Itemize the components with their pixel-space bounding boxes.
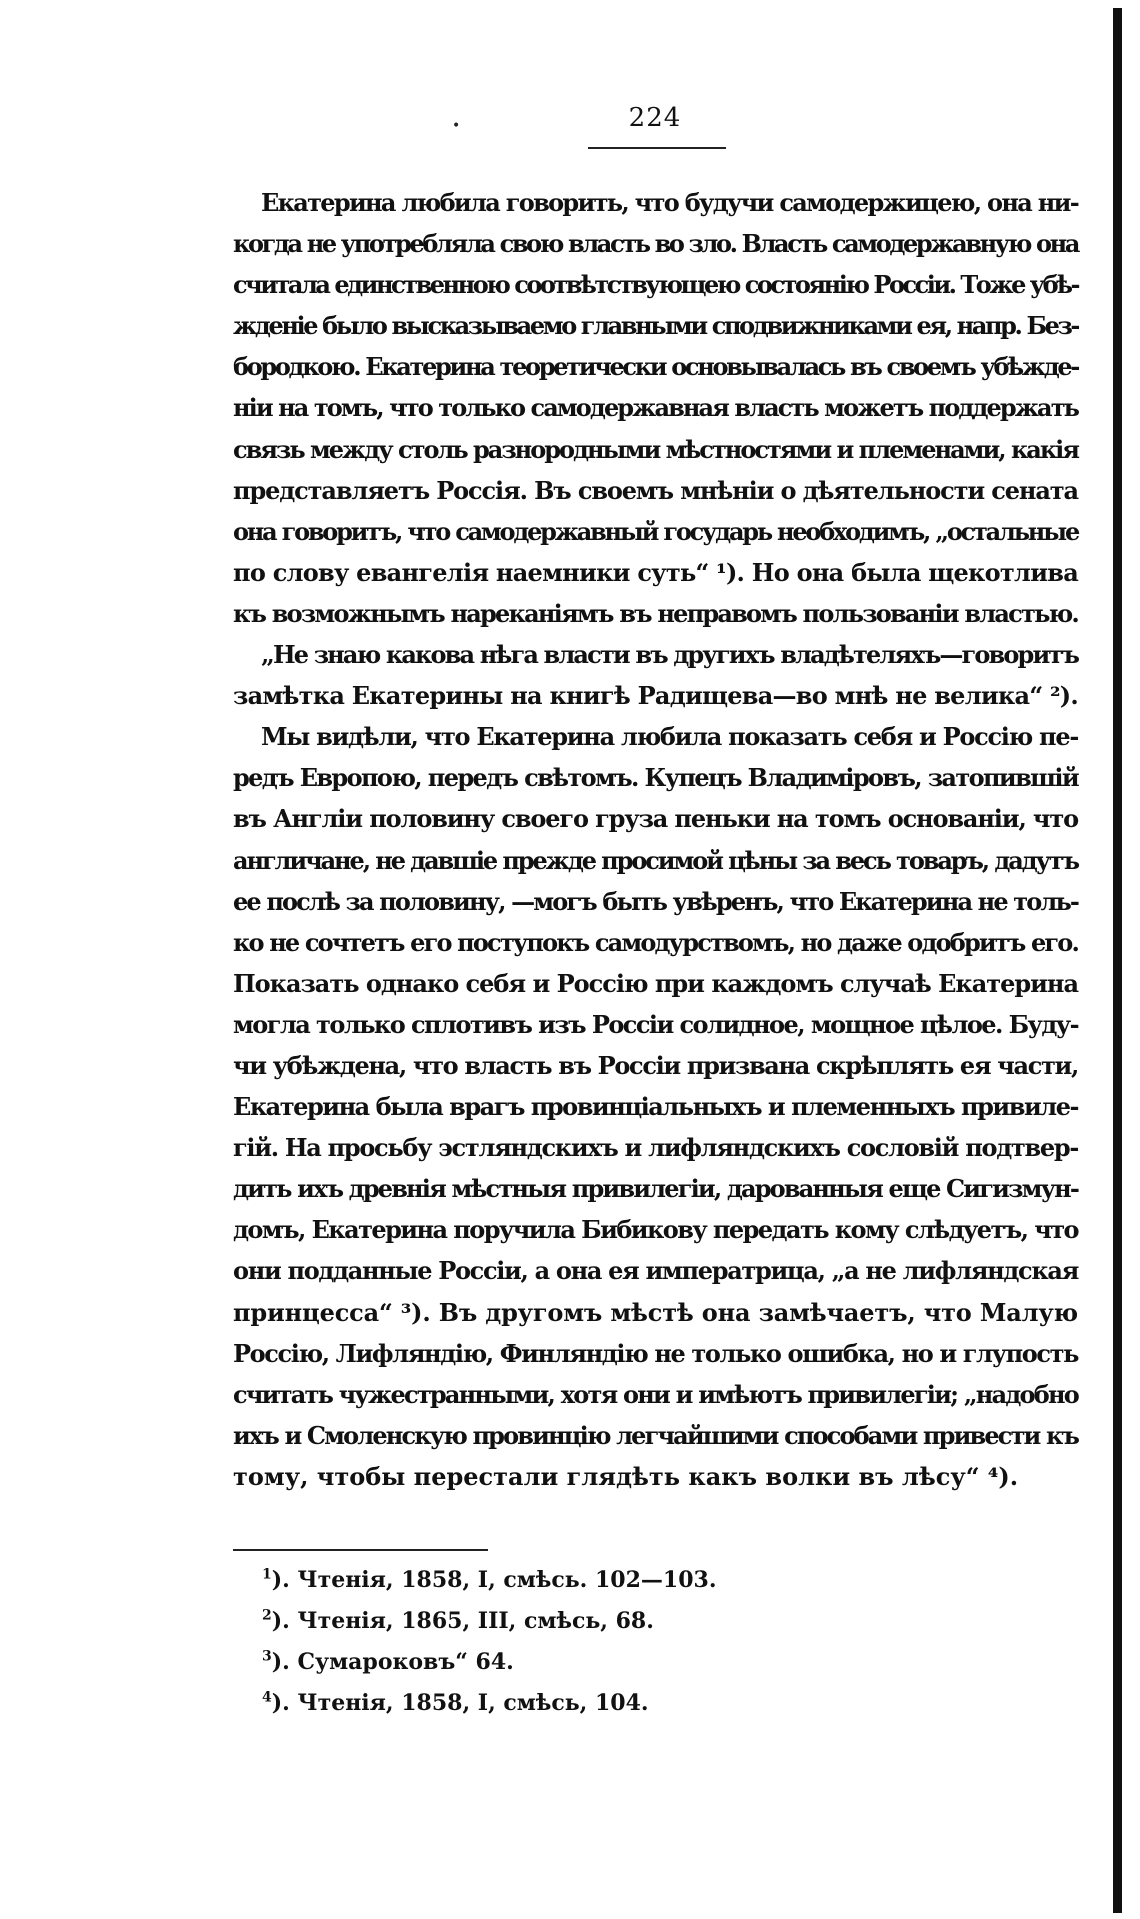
footnote-mark: 2 (262, 1607, 272, 1624)
text-line: ихъ и Смоленскую провинцію легчайшими способами привести къ (233, 1420, 1078, 1450)
text-line: по слову евангелія наемники суть“ ¹). Но она была щекотлива (233, 557, 1078, 587)
text-line: въ Англіи половину своего груза пеньки на томъ основаніи, что (233, 804, 1079, 834)
text-line: считать чужестранными, хотя они и имѣютъ привилегіи; „надобно (233, 1379, 1079, 1409)
text-line: когда не употребляла свою власть во зло. Власть самодержавную она (233, 229, 1078, 259)
text-line: связь между столь разнородными мѣстностями и племенами, какія (233, 434, 1079, 464)
text-line: дить ихъ древнія мѣстныя привилегіи, дарованныя еще Сигизмун- (233, 1174, 1078, 1204)
footnote-text: ). Чтенія, 1858, I, смѣсь, 104. (271, 1690, 649, 1716)
paragraph-1 (233, 182, 1078, 634)
footnote-1 (262, 1560, 862, 1601)
footnotes (262, 1560, 862, 1724)
footnote-mark: 4 (262, 1689, 272, 1706)
text-line: ніи на томъ, что только самодержавная власть можетъ поддержать (233, 393, 1079, 423)
footnote-2 (262, 1601, 862, 1642)
text-line: Мы видѣли, что Екатерина любила показать себя и Россію пе- (261, 722, 1079, 752)
text-line: она говоритъ, что самодержавный государь необходимъ, „остальные (233, 516, 1078, 546)
text-line: ее послѣ за половину, —могъ быть увѣренъ, что Екатерина не толь- (233, 886, 1078, 916)
text-line: они подданные Россіи, а она ея императрица, „а не лифляндская (233, 1256, 1078, 1286)
footnote-separator-rule (233, 1549, 488, 1551)
footnote-text: ). Чтенія, 1858, I, смѣсь. 102—103. (271, 1567, 717, 1593)
text-line: англичане, не давшіе прежде просимой цѣны за весь товаръ, дадутъ (233, 845, 1078, 875)
text-line: Показать однако себя и Россію при каждомъ случаѣ Екатерина (233, 968, 1079, 998)
text-line: къ возможнымъ нареканіямъ въ неправомъ пользованіи властью. (233, 598, 1078, 628)
footnote-text: ). Чтенія, 1865, III, смѣсь, 68. (271, 1608, 654, 1634)
stray-dot-mark: • (452, 118, 461, 134)
page-number-rule (588, 147, 726, 149)
body-text (233, 182, 1078, 1497)
paragraph-3 (233, 716, 1078, 1497)
text-line: Екатерина была врагъ провинціальныхъ и племенныхъ привиле- (233, 1092, 1078, 1122)
footnote-4 (262, 1683, 862, 1724)
text-line: считала единственною соотвѣтствующею состоянію Россіи. Тоже убѣ- (233, 270, 1078, 300)
page-number: 224 (628, 103, 682, 133)
text-line: замѣтка Екатерины на книгѣ Радищева—во мнѣ не велика“ ²). (233, 681, 1078, 711)
text-line: ко не сочтетъ его поступокъ самодурствомъ, но даже одобритъ его. (233, 927, 1078, 957)
paragraph-2 (233, 634, 1078, 716)
text-line: редъ Европою, передъ свѣтомъ. Купецъ Владиміровъ, затопившій (233, 763, 1078, 793)
footnote-mark: 3 (262, 1648, 272, 1665)
text-line: принцесса“ ³). Въ другомъ мѣстѣ она замѣчаетъ, что Малую (233, 1297, 1078, 1327)
text-line: чи убѣждена, что власть въ Россіи призвана скрѣплять ея части, (233, 1050, 1079, 1080)
text-line: тому, чтобы перестали глядѣть какъ волки въ лѣсу“ ⁴). (233, 1461, 1019, 1491)
page-edge-bar (1113, 8, 1122, 1913)
text-line: гій. На просьбу эстляндскихъ и лифляндскихъ сословій подтвер- (233, 1133, 1078, 1163)
text-line: бородкою. Екатерина теоретически основывалась въ своемъ убѣжде- (233, 352, 1078, 382)
footnote-text: ). Сумароковъ“ 64. (271, 1649, 514, 1675)
text-line: домъ, Екатерина поручила Бибикову передать кому слѣдуетъ, что (233, 1215, 1078, 1245)
text-line: жденіе было высказываемо главными сподвижниками ея, напр. Без- (233, 311, 1079, 341)
text-line: Россію, Лифляндію, Финляндію не только ошибка, но и глупость (233, 1338, 1079, 1368)
text-line: представляетъ Россія. Въ своемъ мнѣніи о дѣятельности сената (233, 475, 1078, 505)
text-line: могла только сплотивъ изъ Россіи солидное, мощное цѣлое. Буду- (233, 1009, 1078, 1039)
footnote-mark: 1 (262, 1566, 272, 1583)
text-line: Екатерина любила говорить, что будучи самодержицею, она ни- (261, 188, 1079, 217)
text-line: „Не знаю какова нѣга власти въ другихъ владѣтеляхъ—говоритъ (261, 640, 1079, 670)
footnote-3 (262, 1642, 862, 1683)
